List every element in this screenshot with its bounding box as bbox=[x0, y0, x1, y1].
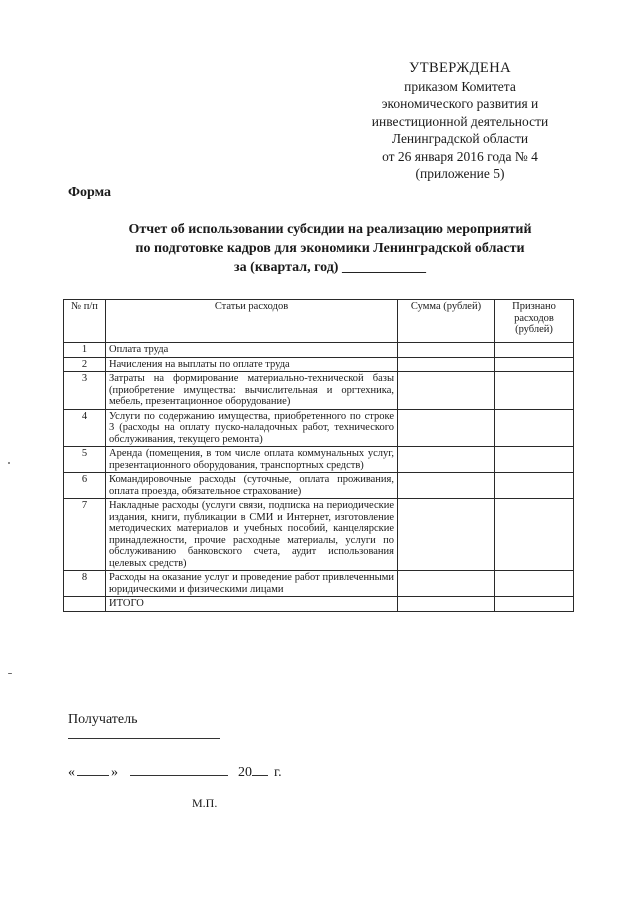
approval-line: (приложение 5) bbox=[415, 166, 505, 181]
row-num: 3 bbox=[64, 372, 106, 410]
expense-table bbox=[63, 299, 574, 612]
quote-close: » bbox=[111, 765, 118, 780]
document-title bbox=[80, 220, 580, 277]
row-text: Командировочные расходы (суточные, оплата проживания, оплата проезда, обязательное страхование) bbox=[106, 473, 398, 499]
header-recognized: Признано расходов (рублей) bbox=[495, 300, 574, 343]
row-num: 8 bbox=[64, 571, 106, 597]
approval-line: приказом Комитета bbox=[404, 78, 516, 94]
title-line: за (квартал, год) ____________ bbox=[234, 260, 426, 275]
row-num: 4 bbox=[64, 409, 106, 447]
row-num: 6 bbox=[64, 473, 106, 499]
row-sum-cell bbox=[398, 357, 495, 372]
row-text: Расходы на оказание услуг и проведение работ привлеченными юридическими и физическими лицами bbox=[106, 571, 398, 597]
table-row bbox=[64, 571, 574, 597]
header-num: № п/п bbox=[64, 300, 106, 343]
row-text: Услуги по содержанию имущества, приобретенного по строке 3 (расходы на оплату пуско-наладочных работ, технического обслуживания, текущего ремонта) bbox=[106, 409, 398, 447]
row-recognized-cell bbox=[495, 473, 574, 499]
title-line: Отчет об использовании субсидии на реализацию мероприятий bbox=[128, 222, 532, 237]
approval-line: экономического развития и bbox=[381, 96, 539, 111]
recipient-signature-line bbox=[68, 738, 220, 739]
year-blank-line bbox=[252, 762, 268, 776]
row-text: Начисления на выплаты по оплате труда bbox=[106, 357, 398, 372]
total-label: ИТОГО bbox=[106, 597, 398, 612]
scan-speck bbox=[8, 673, 12, 674]
row-num: 5 bbox=[64, 447, 106, 473]
quote-open: « bbox=[68, 765, 75, 780]
header-item: Статьи расходов bbox=[106, 300, 398, 343]
table-row bbox=[64, 499, 574, 571]
row-num: 2 bbox=[64, 357, 106, 372]
approval-line: от 26 января 2016 года № 4 bbox=[382, 148, 538, 164]
approval-heading: УТВЕРЖДЕНА bbox=[409, 60, 511, 76]
row-sum-cell bbox=[398, 499, 495, 571]
row-text: Затраты на формирование материально-технической базы (приобретение имущества: вычислительная и оргтехника, мебель, презентационное оборудование) bbox=[106, 372, 398, 410]
recipient-label: Получатель bbox=[68, 712, 138, 727]
row-text: Аренда (помещения, в том числе оплата коммунальных услуг, презентационного оборудования, транспортных средств) bbox=[106, 447, 398, 473]
total-sum-cell bbox=[398, 597, 495, 612]
year-prefix: 20 bbox=[238, 765, 252, 780]
row-sum-cell bbox=[398, 447, 495, 473]
row-sum-cell bbox=[398, 571, 495, 597]
table-row bbox=[64, 357, 574, 372]
header-sum: Сумма (рублей) bbox=[398, 300, 495, 343]
approval-block bbox=[340, 60, 580, 183]
table-total-row bbox=[64, 597, 574, 612]
table-row bbox=[64, 343, 574, 358]
row-num-empty bbox=[64, 597, 106, 612]
approval-line: инвестиционной деятельности bbox=[371, 113, 549, 129]
row-sum-cell bbox=[398, 473, 495, 499]
table-row bbox=[64, 473, 574, 499]
row-sum-cell bbox=[398, 372, 495, 410]
title-line: по подготовке кадров для экономики Ленинградской области bbox=[135, 241, 525, 256]
row-recognized-cell bbox=[495, 571, 574, 597]
row-text: Накладные расходы (услуги связи, подписка на периодические издания, книги, публикации в СМИ и Интернет, изготовление методических материалов и учебных пособий, канцелярские принадлежности, прочие расходные материалы, услуги по обслуживанию банковского счета, аудит использования целевых средств) bbox=[106, 499, 398, 571]
total-recognized-cell bbox=[495, 597, 574, 612]
row-recognized-cell bbox=[495, 499, 574, 571]
month-blank-line bbox=[130, 762, 228, 776]
table-row bbox=[64, 372, 574, 410]
scan-speck bbox=[8, 462, 10, 464]
table-header-row bbox=[64, 300, 574, 343]
row-num: 7 bbox=[64, 499, 106, 571]
row-sum-cell bbox=[398, 343, 495, 358]
row-recognized-cell bbox=[495, 343, 574, 358]
row-sum-cell bbox=[398, 409, 495, 447]
row-num: 1 bbox=[64, 343, 106, 358]
approval-line: Ленинградской области bbox=[391, 131, 529, 146]
table-row bbox=[64, 409, 574, 447]
row-recognized-cell bbox=[495, 372, 574, 410]
date-row bbox=[68, 762, 282, 781]
day-blank-line bbox=[77, 762, 109, 776]
row-recognized-cell bbox=[495, 409, 574, 447]
form-label: Форма bbox=[68, 185, 112, 200]
row-recognized-cell bbox=[495, 357, 574, 372]
year-suffix: г. bbox=[274, 765, 282, 780]
stamp-place-label: М.П. bbox=[192, 796, 218, 810]
table-row bbox=[64, 447, 574, 473]
row-recognized-cell bbox=[495, 447, 574, 473]
row-text: Оплата труда bbox=[106, 343, 398, 358]
